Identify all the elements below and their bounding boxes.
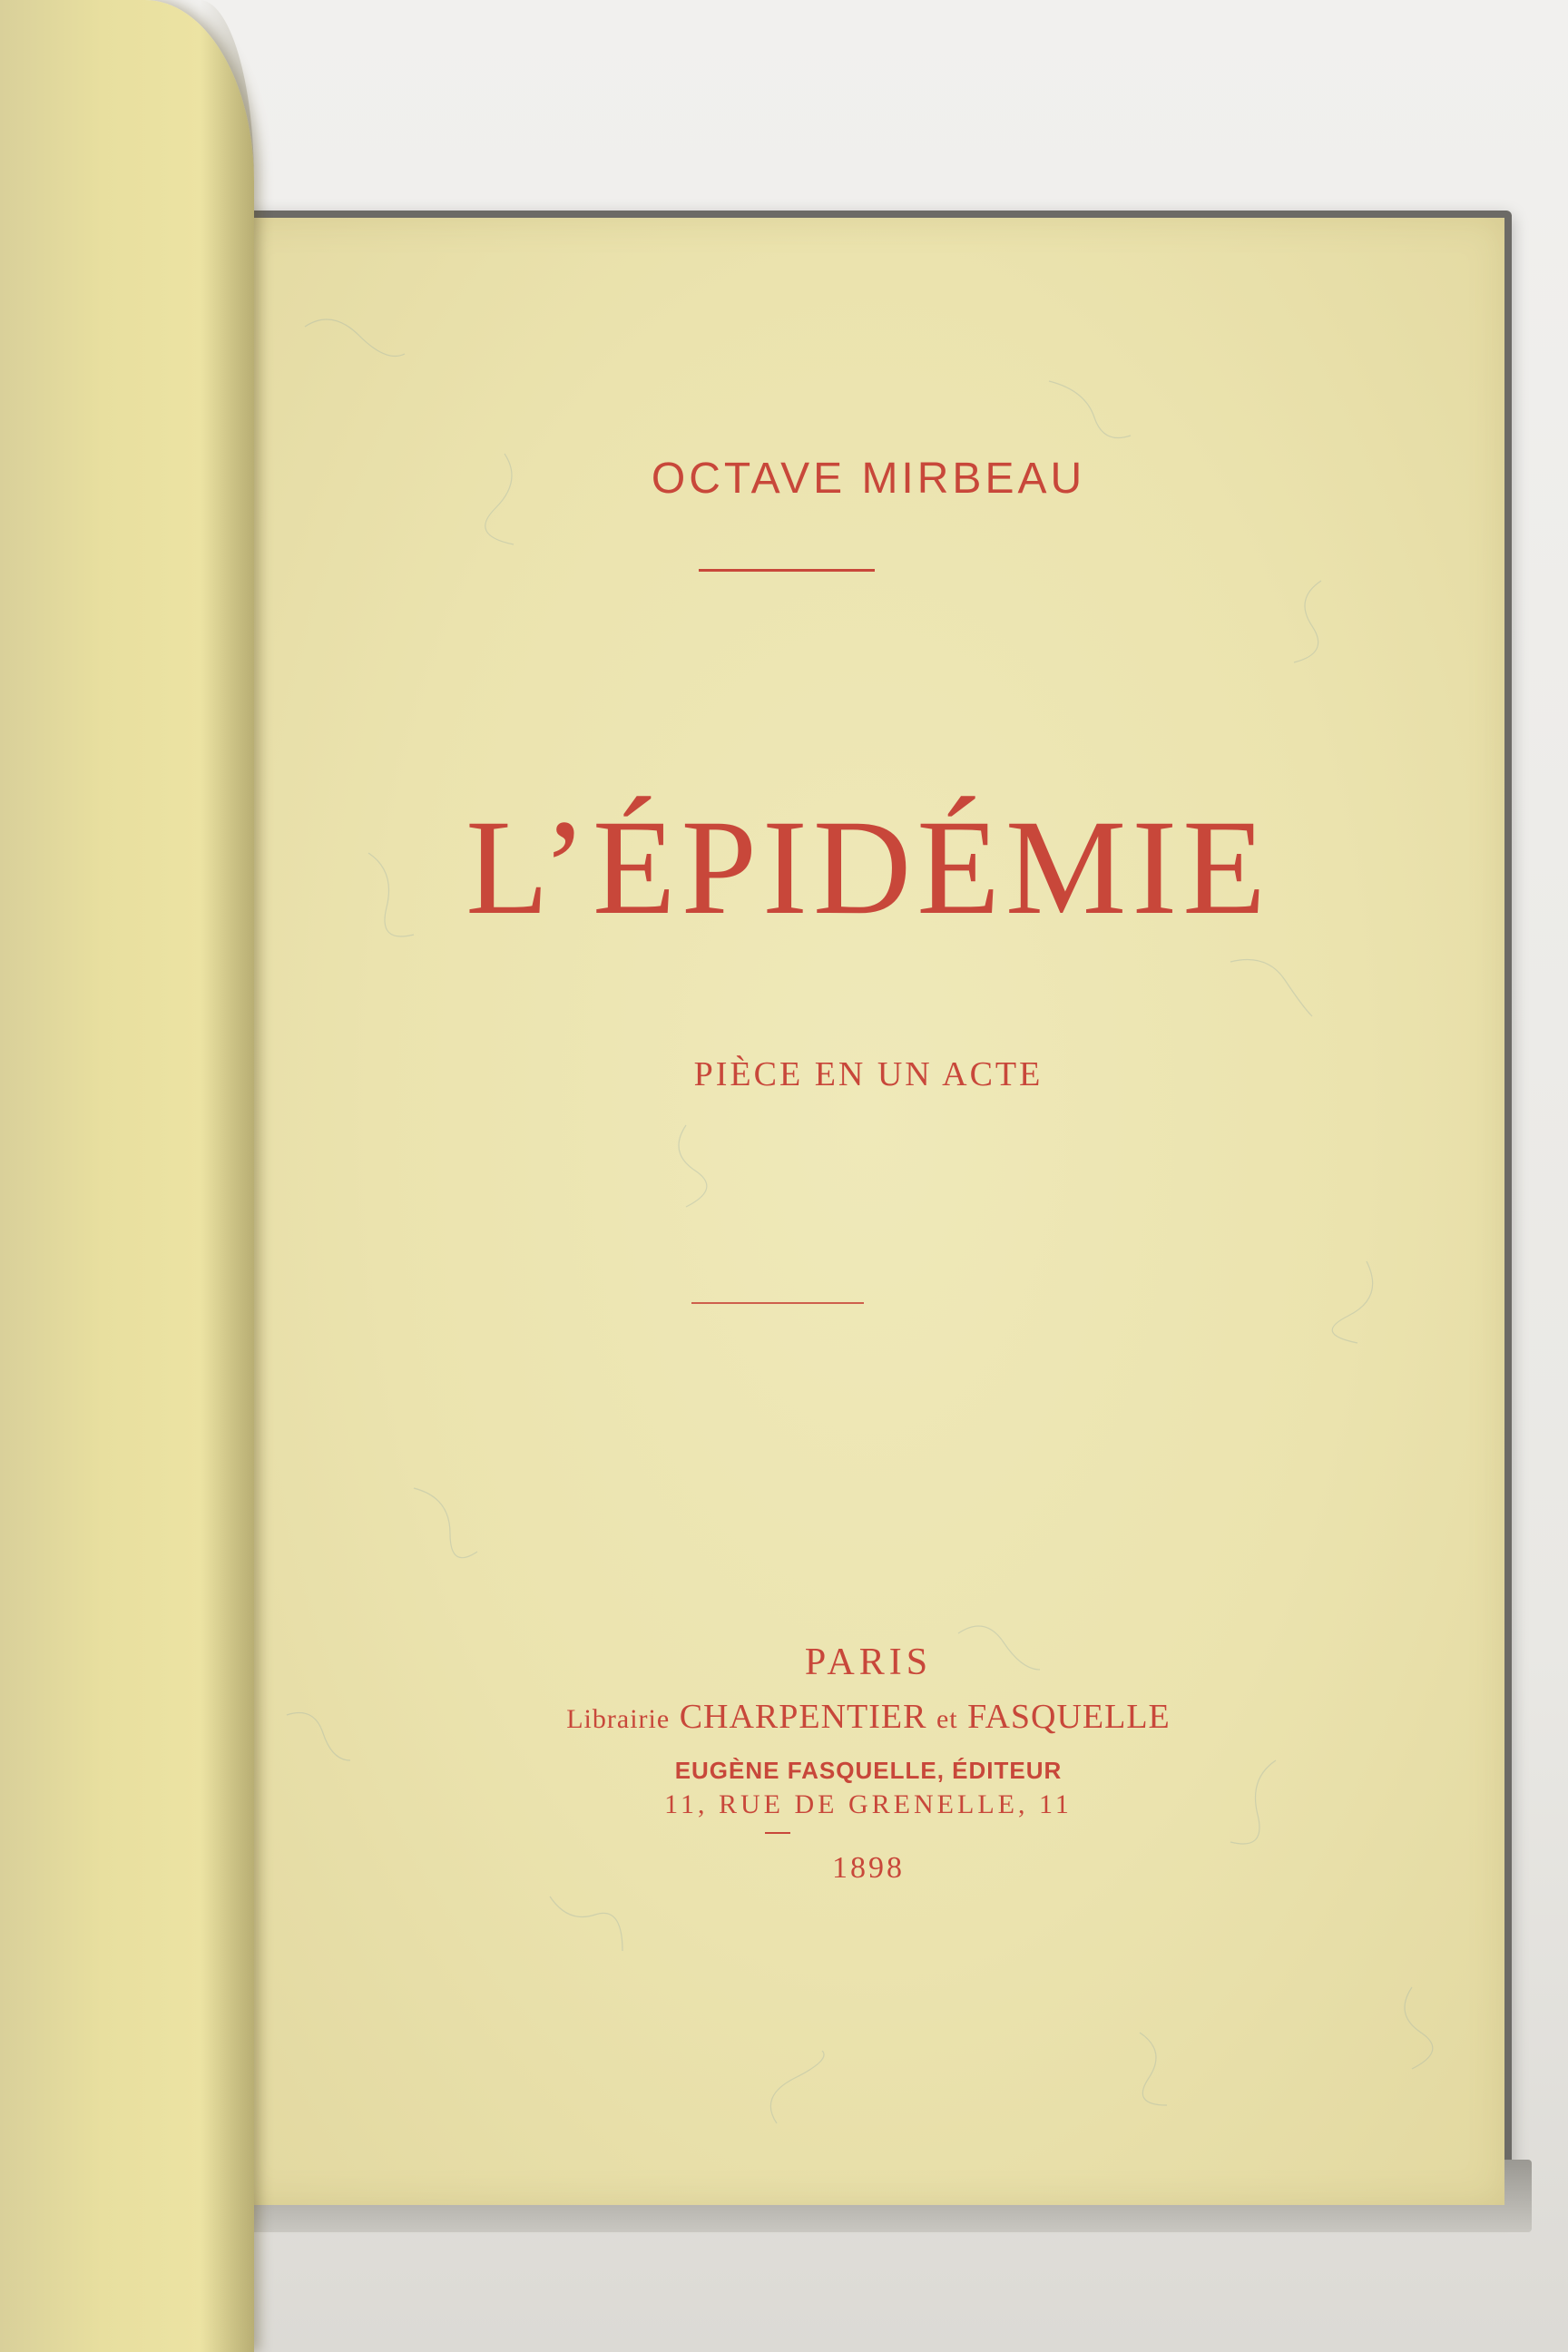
flyleaf-shadow <box>200 0 254 2352</box>
author-rule <box>699 569 875 572</box>
publisher-prefix: Librairie <box>566 1704 671 1734</box>
publisher-line <box>232 1697 1504 1737</box>
title-page <box>232 218 1504 2205</box>
middle-rule <box>691 1302 864 1304</box>
book-subtitle: PIÈCE EN UN ACTE <box>693 1055 1044 1093</box>
paper-fibers <box>232 218 1504 2205</box>
publisher-name-second: FASQUELLE <box>967 1698 1171 1736</box>
editor-line: EUGÈNE FASQUELLE, ÉDITEUR <box>674 1757 1063 1784</box>
author-name: OCTAVE MIRBEAU <box>651 455 1086 503</box>
book-title: L’ÉPIDÉMIE <box>466 792 1271 943</box>
publication-year: 1898 <box>832 1851 905 1885</box>
address-line: 11, RUE DE GRENELLE, 11 <box>664 1789 1073 1819</box>
publication-city: PARIS <box>804 1642 933 1683</box>
publisher-conjunction: et <box>936 1704 958 1734</box>
address-dash <box>765 1832 790 1834</box>
publisher-name: CHARPENTIER <box>679 1698 927 1736</box>
